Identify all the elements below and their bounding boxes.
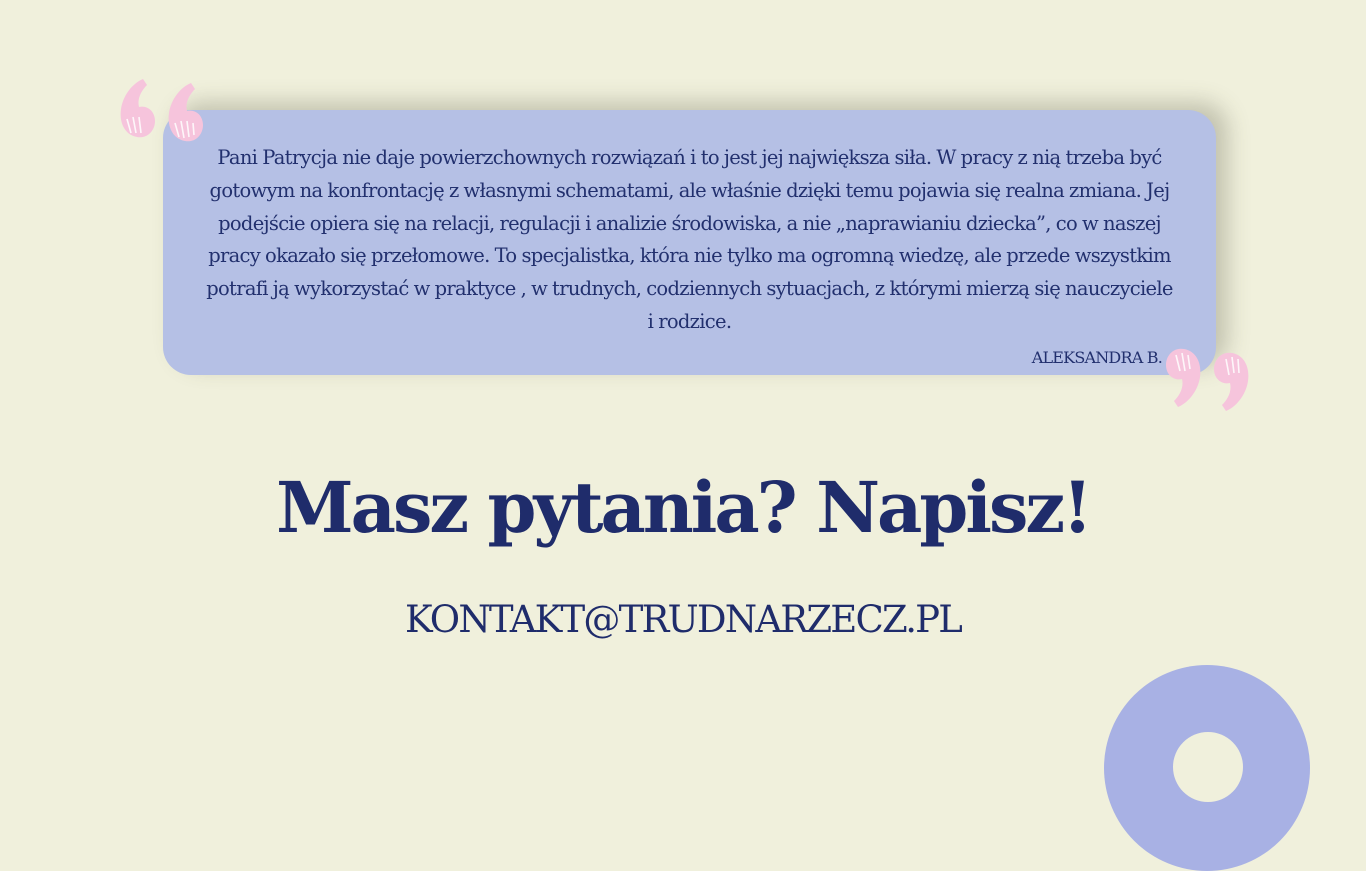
- decorative-ring-hole: [1173, 732, 1243, 802]
- testimonial-author: ALEKSANDRA B.: [1031, 348, 1162, 367]
- opening-quote-icon: [113, 75, 209, 147]
- closing-quote-icon: [1160, 343, 1256, 415]
- decorative-ring: [1104, 665, 1310, 871]
- contact-headline: Masz pytania? Napisz!: [276, 466, 1090, 549]
- testimonial-text: Pani Patrycja nie daje powierzchownych rozwiązań i to jest jej największa siła. W pracy z nią trzeba być gotowym na konfrontację z własnymi schematami, ale właśnie dzięki temu pojawia się realna zmiana. Jej podejście opiera się na relacji, regulacji i analizie środowiska, a nie „naprawianiu dziecka”, co w naszej pracy okazało się przełomowe. To specjalistka, która nie tylko ma ogromną wiedzę, ale przede wszystkim potrafi ją wykorzystać w praktyce , w trudnych, codziennych sytuacjach, z którymi mierzą się nauczyciele i rodzice.: [206, 146, 1173, 333]
- contact-email-link[interactable]: KONTAKT@TRUDNARZECZ.PL: [404, 598, 962, 641]
- testimonial-card: [163, 110, 1216, 375]
